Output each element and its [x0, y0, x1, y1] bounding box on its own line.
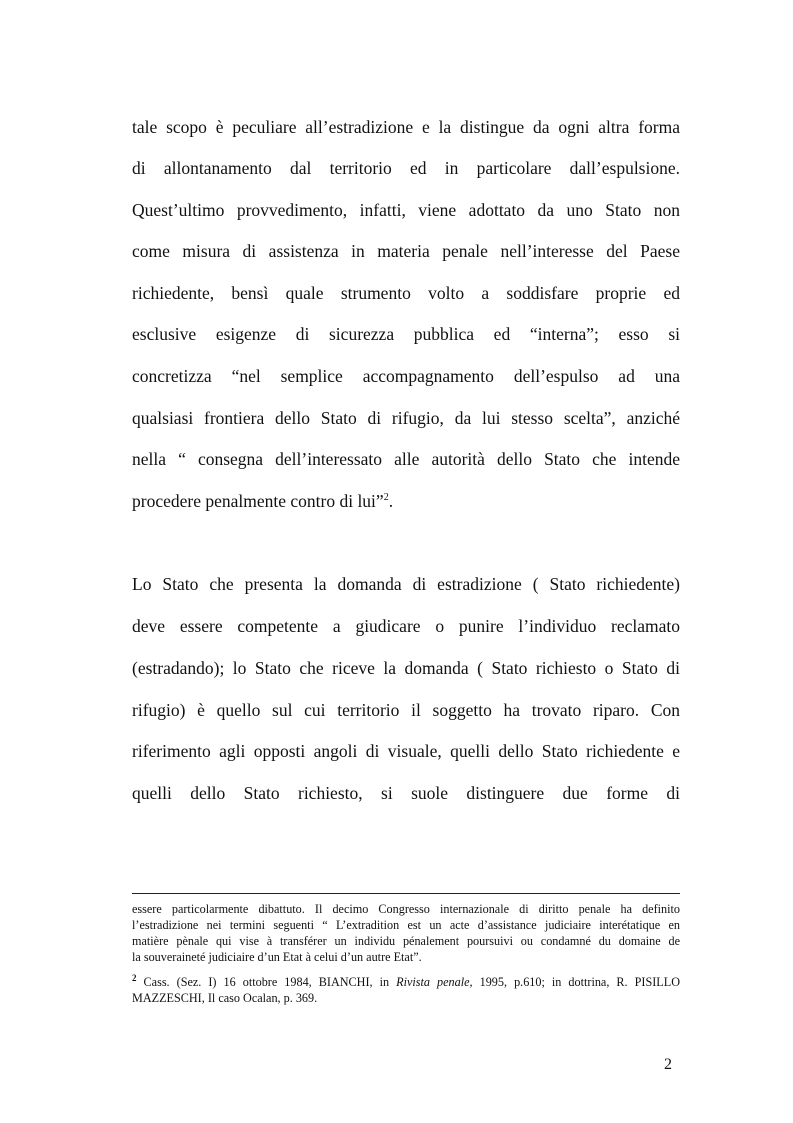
text-line: quelli dello Stato richiesto, si suole distinguere due forme di: [132, 783, 680, 803]
footnote-line: la souveraineté judiciaire d’un Etat à celui d’un autre Etat”.: [132, 950, 422, 964]
footnote-continuation: [132, 901, 680, 965]
text-line: concretizza “nel semplice accompagnamento dell’espulso ad una: [132, 366, 680, 386]
footnote-line: [132, 974, 680, 990]
text-fragment: .: [388, 491, 394, 511]
text-line: richiedente, bensì quale strumento volto a soddisfare proprie ed: [132, 283, 680, 303]
text-line-last: [132, 490, 680, 512]
text-line: riferimento agli opposti angoli di visuale, quelli dello Stato richiedente e: [132, 741, 680, 761]
footnote-line: matière pènale qui vise à transférer un individu pénalement poursuivi ou condamné du domaine de: [132, 934, 680, 948]
footnote-ref: 2: [383, 492, 389, 504]
footnote-text: 1995, p.610; in dottrina, R. PISILLO: [472, 975, 680, 989]
footnote-text: Cass. (Sez. I) 16 ottobre 1984, BIANCHI, in: [136, 975, 397, 989]
page-number: 2: [664, 1056, 672, 1073]
footnote-line: l’estradizione nei termini seguenti “ L’extradition est un acte d’assistance judiciaire interétatique en: [132, 918, 680, 932]
text-line: (estradando); lo Stato che riceve la domanda ( Stato richiesto o Stato di: [132, 658, 680, 678]
text-line: deve essere competente a giudicare o punire l’individuo reclamato: [132, 616, 680, 636]
text-line: Quest’ultimo provvedimento, infatti, viene adottato da uno Stato non: [132, 200, 680, 220]
text-line: nella “ consegna dell’interessato alle autorità dello Stato che intende: [132, 449, 680, 469]
text-line: tale scopo è peculiare all’estradizione e la distingue da ogni altra forma: [132, 117, 680, 137]
text-line: di allontanamento dal territorio ed in particolare dall’espulsione.: [132, 158, 680, 178]
footnote-separator: [132, 893, 680, 894]
footnote-2: [132, 974, 680, 1006]
footnote-mark: 2: [132, 972, 137, 983]
footnote-line: essere particolarmente dibattuto. Il decimo Congresso internazionale di diritto penale ha definito: [132, 902, 680, 916]
text-line: rifugio) è quello sul cui territorio il soggetto ha trovato riparo. Con: [132, 700, 680, 720]
footnote-line: MAZZESCHI, Il caso Ocalan, p. 369.: [132, 991, 318, 1005]
journal-title: Rivista penale,: [396, 975, 473, 989]
text-line: esclusive esigenze di sicurezza pubblica ed “interna”; esso si: [132, 324, 680, 344]
text-line: Lo Stato che presenta la domanda di estradizione ( Stato richiedente): [132, 574, 680, 594]
text-line: come misura di assistenza in materia penale nell’interesse del Paese: [132, 241, 680, 261]
text-line: qualsiasi frontiera dello Stato di rifugio, da lui stesso scelta”, anziché: [132, 408, 680, 428]
text-fragment: procedere penalmente contro di lui”: [132, 491, 384, 511]
